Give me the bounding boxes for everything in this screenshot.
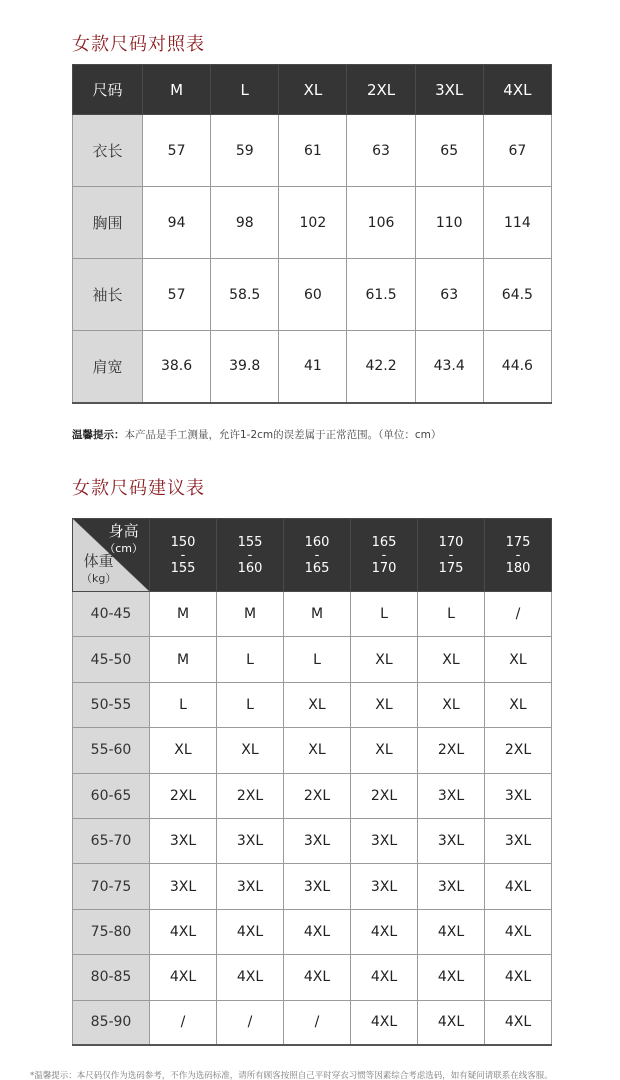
footnote: *温馨提示：本尺码仅作为选码参考，不作为选码标准，请所有顾客按照自己平时穿衣习惯等因素综合考虑选码，如有疑问请联系在线客服。 bbox=[30, 1071, 553, 1080]
size-value-cell: 67 bbox=[483, 115, 551, 187]
recommended-size-cell: 3XL bbox=[217, 864, 284, 909]
recommended-size-cell: L bbox=[217, 682, 284, 727]
recommended-size-cell: 4XL bbox=[351, 909, 418, 954]
weight-range-row-label: 40-45 bbox=[73, 592, 150, 637]
recommended-size-cell: 4XL bbox=[418, 1000, 485, 1045]
height-range-header: 165 - 170 bbox=[351, 519, 418, 592]
size-value-cell: 94 bbox=[143, 187, 211, 259]
recommended-size-cell: XL bbox=[284, 728, 351, 773]
height-range-header: 160 - 165 bbox=[284, 519, 351, 592]
weight-range-row-label: 80-85 bbox=[73, 955, 150, 1000]
height-label: 身高 bbox=[108, 522, 139, 540]
recommended-size-cell: 4XL bbox=[150, 955, 217, 1000]
size-value-cell: 63 bbox=[347, 115, 415, 187]
recommended-size-cell: XL bbox=[150, 728, 217, 773]
size-value-cell: 59 bbox=[211, 115, 279, 187]
size-measure-row bbox=[73, 259, 552, 331]
weight-range-row-label: 70-75 bbox=[73, 864, 150, 909]
size-value-cell: 43.4 bbox=[415, 331, 483, 403]
recommended-size-cell: XL bbox=[418, 637, 485, 682]
recommended-size-cell: XL bbox=[485, 682, 552, 727]
weight-range-row-label: 50-55 bbox=[73, 682, 150, 727]
size-value-cell: 61 bbox=[279, 115, 347, 187]
size-measure-row-label: 肩宽 bbox=[73, 331, 143, 403]
recommended-size-cell: XL bbox=[418, 682, 485, 727]
size-value-cell: 64.5 bbox=[483, 259, 551, 331]
size-value-cell: 61.5 bbox=[347, 259, 415, 331]
height-range-header: 155 - 160 bbox=[217, 519, 284, 592]
recommended-size-cell: 3XL bbox=[284, 818, 351, 863]
recommended-size-cell: M bbox=[150, 592, 217, 637]
recommended-size-cell: / bbox=[150, 1000, 217, 1045]
height-range-header: 150 - 155 bbox=[150, 519, 217, 592]
size-value-cell: 41 bbox=[279, 331, 347, 403]
recommend-corner-cell bbox=[73, 519, 150, 592]
weight-range-row bbox=[73, 955, 552, 1000]
recommended-size-cell: 4XL bbox=[418, 909, 485, 954]
weight-range-row bbox=[73, 818, 552, 863]
recommended-size-cell: XL bbox=[351, 728, 418, 773]
recommend-header-row bbox=[73, 519, 552, 592]
weight-label: 体重 bbox=[83, 552, 114, 570]
size-value-cell: 60 bbox=[279, 259, 347, 331]
weight-range-row bbox=[73, 637, 552, 682]
size-value-cell: 98 bbox=[211, 187, 279, 259]
recommended-size-cell: 3XL bbox=[485, 773, 552, 818]
recommended-size-cell: 2XL bbox=[418, 728, 485, 773]
recommended-size-cell: 2XL bbox=[150, 773, 217, 818]
recommended-size-cell: 4XL bbox=[351, 1000, 418, 1045]
recommended-size-cell: XL bbox=[217, 728, 284, 773]
size-value-cell: 106 bbox=[347, 187, 415, 259]
recommended-size-cell: 4XL bbox=[485, 864, 552, 909]
size-value-cell: 57 bbox=[143, 259, 211, 331]
height-range-header: 170 - 175 bbox=[418, 519, 485, 592]
size-measure-row-label: 袖长 bbox=[73, 259, 143, 331]
recommended-size-cell: 4XL bbox=[217, 909, 284, 954]
size-value-cell: 42.2 bbox=[347, 331, 415, 403]
weight-range-row-label: 55-60 bbox=[73, 728, 150, 773]
recommended-size-cell: 3XL bbox=[351, 818, 418, 863]
recommended-size-cell: / bbox=[284, 1000, 351, 1045]
size-column-header: XL bbox=[279, 65, 347, 115]
size-chart-table bbox=[72, 64, 552, 404]
recommended-size-cell: M bbox=[150, 637, 217, 682]
size-measure-row-label: 衣长 bbox=[73, 115, 143, 187]
recommended-size-cell: 3XL bbox=[418, 864, 485, 909]
size-column-header: 3XL bbox=[415, 65, 483, 115]
recommend-chart-title: 女款尺码建议表 bbox=[72, 478, 205, 499]
recommended-size-cell: 4XL bbox=[418, 955, 485, 1000]
recommended-size-cell: XL bbox=[284, 682, 351, 727]
weight-range-row-label: 75-80 bbox=[73, 909, 150, 954]
recommend-chart-table bbox=[72, 518, 552, 1046]
recommended-size-cell: 4XL bbox=[284, 909, 351, 954]
weight-range-row-label: 65-70 bbox=[73, 818, 150, 863]
size-value-cell: 57 bbox=[143, 115, 211, 187]
recommended-size-cell: 3XL bbox=[284, 864, 351, 909]
recommended-size-cell: 2XL bbox=[351, 773, 418, 818]
size-measure-row bbox=[73, 331, 552, 403]
recommended-size-cell: 3XL bbox=[150, 818, 217, 863]
height-unit: （cm） bbox=[104, 542, 143, 555]
size-value-cell: 58.5 bbox=[211, 259, 279, 331]
size-value-cell: 63 bbox=[415, 259, 483, 331]
weight-range-row bbox=[73, 773, 552, 818]
size-value-cell: 110 bbox=[415, 187, 483, 259]
recommended-size-cell: L bbox=[150, 682, 217, 727]
recommended-size-cell: XL bbox=[485, 637, 552, 682]
height-range-header: 175 - 180 bbox=[485, 519, 552, 592]
weight-range-row bbox=[73, 592, 552, 637]
weight-unit: （kg） bbox=[81, 572, 117, 585]
recommended-size-cell: 4XL bbox=[217, 955, 284, 1000]
weight-range-row-label: 60-65 bbox=[73, 773, 150, 818]
size-measure-row bbox=[73, 115, 552, 187]
size-column-header: 2XL bbox=[347, 65, 415, 115]
weight-range-row bbox=[73, 864, 552, 909]
size-column-header: M bbox=[143, 65, 211, 115]
size-value-cell: 38.6 bbox=[143, 331, 211, 403]
note-text: 本产品是手工测量，允许1-2cm的误差属于正常范围。（单位：cm） bbox=[124, 429, 442, 441]
size-value-cell: 65 bbox=[415, 115, 483, 187]
size-value-cell: 102 bbox=[279, 187, 347, 259]
recommended-size-cell: 4XL bbox=[284, 955, 351, 1000]
recommended-size-cell: L bbox=[284, 637, 351, 682]
recommended-size-cell: 4XL bbox=[485, 1000, 552, 1045]
weight-range-row-label: 85-90 bbox=[73, 1000, 150, 1045]
size-value-cell: 44.6 bbox=[483, 331, 551, 403]
size-corner-label: 尺码 bbox=[73, 65, 143, 115]
size-value-cell: 39.8 bbox=[211, 331, 279, 403]
size-measure-row-label: 胸围 bbox=[73, 187, 143, 259]
recommended-size-cell: L bbox=[351, 592, 418, 637]
recommended-size-cell: XL bbox=[351, 682, 418, 727]
size-chart-title: 女款尺码对照表 bbox=[72, 34, 205, 55]
size-chart-header-row bbox=[73, 65, 552, 115]
recommended-size-cell: L bbox=[217, 637, 284, 682]
weight-range-row bbox=[73, 909, 552, 954]
size-column-header: L bbox=[211, 65, 279, 115]
recommended-size-cell: 3XL bbox=[150, 864, 217, 909]
weight-range-row bbox=[73, 682, 552, 727]
weight-range-row bbox=[73, 728, 552, 773]
recommended-size-cell: / bbox=[217, 1000, 284, 1045]
recommended-size-cell: XL bbox=[351, 637, 418, 682]
recommended-size-cell: / bbox=[485, 592, 552, 637]
recommended-size-cell: 4XL bbox=[150, 909, 217, 954]
note-label: 温馨提示： bbox=[72, 429, 125, 441]
recommended-size-cell: 4XL bbox=[485, 909, 552, 954]
recommended-size-cell: 2XL bbox=[485, 728, 552, 773]
measurement-note bbox=[72, 427, 441, 442]
recommended-size-cell: 3XL bbox=[418, 773, 485, 818]
recommended-size-cell: 3XL bbox=[217, 818, 284, 863]
weight-range-row-label: 45-50 bbox=[73, 637, 150, 682]
recommended-size-cell: 3XL bbox=[418, 818, 485, 863]
recommended-size-cell: 4XL bbox=[351, 955, 418, 1000]
recommended-size-cell: M bbox=[217, 592, 284, 637]
size-column-header: 4XL bbox=[483, 65, 551, 115]
recommended-size-cell: 2XL bbox=[217, 773, 284, 818]
recommended-size-cell: M bbox=[284, 592, 351, 637]
size-measure-row bbox=[73, 187, 552, 259]
recommended-size-cell: 3XL bbox=[351, 864, 418, 909]
weight-range-row bbox=[73, 1000, 552, 1045]
recommended-size-cell: 3XL bbox=[485, 818, 552, 863]
recommended-size-cell: L bbox=[418, 592, 485, 637]
recommended-size-cell: 4XL bbox=[485, 955, 552, 1000]
size-value-cell: 114 bbox=[483, 187, 551, 259]
recommended-size-cell: 2XL bbox=[284, 773, 351, 818]
